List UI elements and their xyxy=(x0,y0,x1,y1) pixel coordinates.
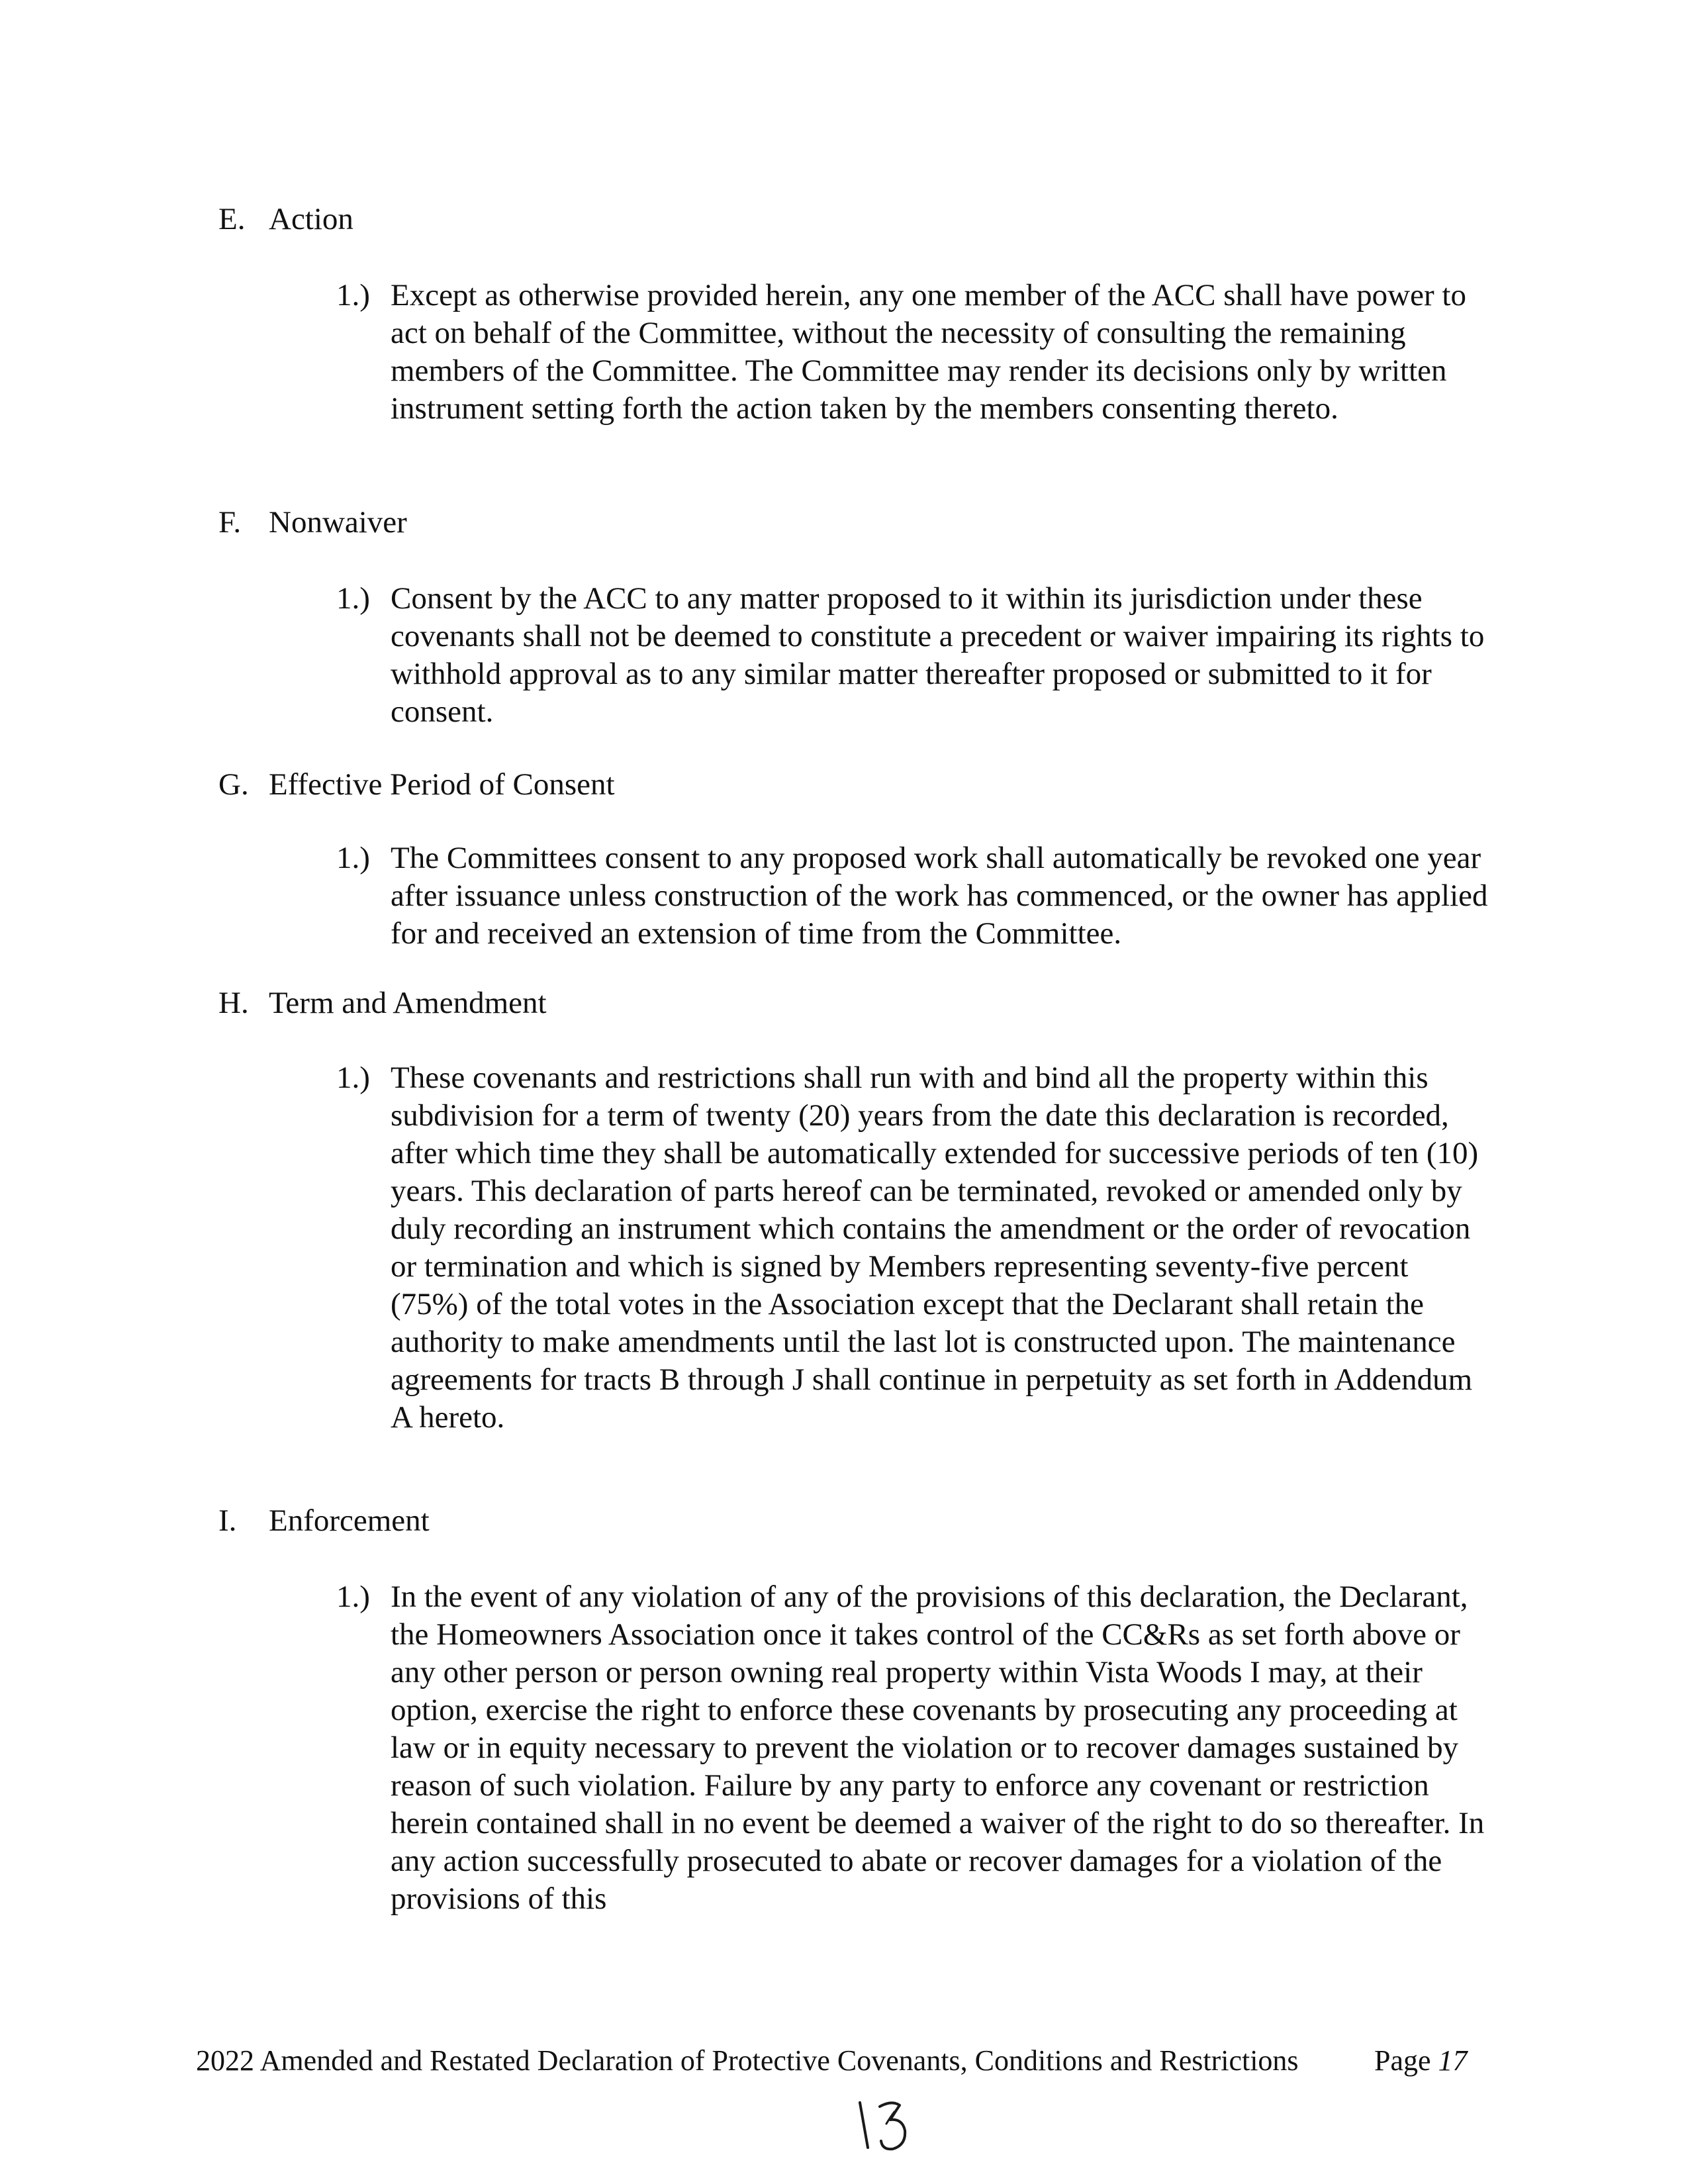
section-heading-g xyxy=(218,765,615,804)
handwritten-page-mark xyxy=(851,2097,930,2157)
item-number: 1.) xyxy=(336,278,370,312)
section-letter: F. xyxy=(218,505,242,540)
section-letter: H. xyxy=(218,986,249,1020)
item-number: 1.) xyxy=(336,841,370,875)
section-letter: I. xyxy=(218,1503,237,1538)
section-f-item-1 xyxy=(336,580,1488,731)
section-heading-f xyxy=(218,503,407,542)
section-e-item-1 xyxy=(336,277,1488,428)
section-h-item-1 xyxy=(336,1059,1488,1437)
section-letter: G. xyxy=(218,767,249,802)
page-footer xyxy=(196,2043,1468,2079)
section-title: Nonwaiver xyxy=(269,505,407,540)
section-title: Effective Period of Consent xyxy=(269,767,615,802)
section-title: Enforcement xyxy=(269,1503,430,1538)
item-text: The Committees consent to any proposed work shall automatically be revoked one year after issuance unless construction of the work has commenced, or the owner has applied for and received an extension of time from the Committee. xyxy=(391,841,1488,951)
footer-page-label xyxy=(1374,2043,1468,2079)
section-i-item-1 xyxy=(336,1578,1488,1918)
section-heading-h xyxy=(218,984,547,1022)
section-title: Action xyxy=(269,202,353,236)
page-number: 17 xyxy=(1438,2044,1468,2077)
item-text: These covenants and restrictions shall run with and bind all the property within this subdivision for a term of twenty (20) years from the date this declaration is recorded, after which time they shall be automatically extended for successive periods of ten (10) years. This declaration of parts hereof can be terminated, revoked or amended only by duly recording an instrument which contains the amendment or the order of revocation or termination and which is signed by Members representing seventy-five percent (75%) of the total votes in the Association except that the Declarant shall retain the authority to make amendments until the last lot is constructed upon. The maintenance agreements for tracts B through J shall continue in perpetuity as set forth in Addendum A hereto. xyxy=(391,1061,1479,1435)
section-heading-e xyxy=(218,200,353,238)
page-label-word: Page xyxy=(1374,2044,1431,2077)
footer-document-title: 2022 Amended and Restated Declaration of Protective Covenants, Conditions and Restrictions xyxy=(196,2044,1299,2077)
item-text: Except as otherwise provided herein, any one member of the ACC shall have power to act on behalf of the Committee, without the necessity of consulting the remaining members of the Committee. The Committee may render its decisions only by written instrument setting forth the action taken by the members consenting thereto. xyxy=(391,278,1466,426)
item-text: In the event of any violation of any of the provisions of this declaration, the Declarant, the Homeowners Association once it takes control of the CC&Rs as set forth above or any other person or person owning real property within Vista Woods I may, at their option, exercise the right to enforce these covenants by prosecuting any proceeding at law or in equity necessary to prevent the violation or to recover damages sustained by reason of such violation. Failure by any party to enforce any covenant or restriction herein contained shall in no event be deemed a waiver of the right to do so thereafter. In any action successfully prosecuted to abate or recover damages for a violation of the provisions of this xyxy=(391,1580,1485,1916)
item-text: Consent by the ACC to any matter proposed to it within its jurisdiction under these covenants shall not be deemed to constitute a precedent or waiver impairing its rights to withhold approval as to any similar matter thereafter proposed or submitted to it for consent. xyxy=(391,581,1485,729)
item-number: 1.) xyxy=(336,1061,370,1095)
section-title: Term and Amendment xyxy=(269,986,547,1020)
section-letter: E. xyxy=(218,202,246,236)
section-heading-i xyxy=(218,1501,430,1540)
section-g-item-1 xyxy=(336,839,1488,953)
item-number: 1.) xyxy=(336,1580,370,1614)
item-number: 1.) xyxy=(336,581,370,616)
